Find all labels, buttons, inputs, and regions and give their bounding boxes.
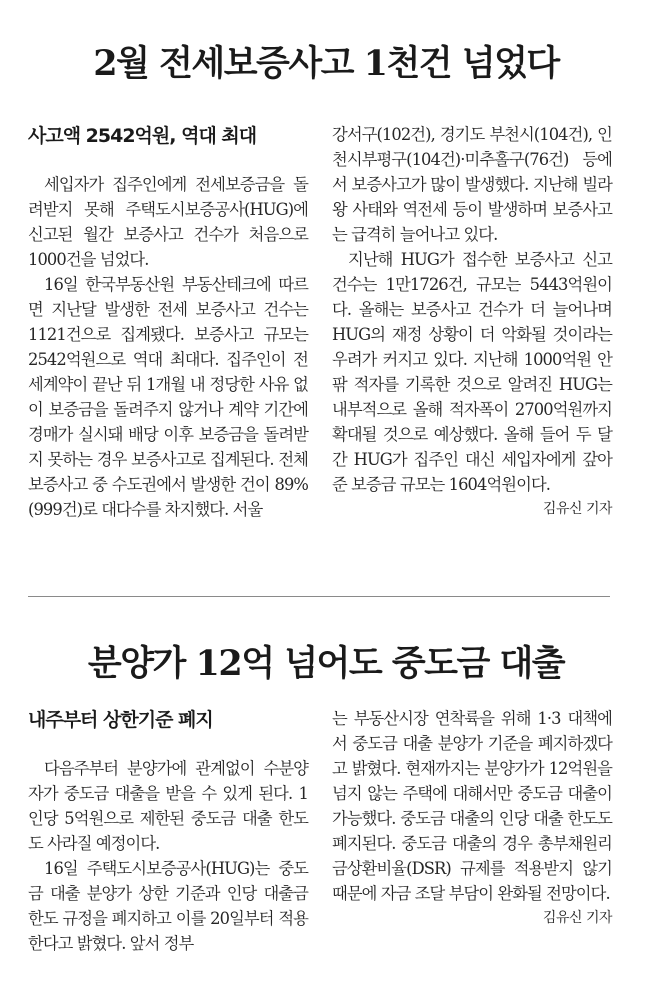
article-divider bbox=[28, 596, 610, 597]
article1-paragraph-3-text: 지난해 HUG가 접수한 보증사고 신고 건수는 1만1726건, 규모는 5443억원이다. 올해는 보증사고 건수가 더 늘어나며 HUG의 재정 상황이 더 악화될 것이라는 우려가 커지고 있다. 지난해 1000억원 안팎 적자를 기록한 것으로 알려진 HUG는 내부적으로 올해 적자폭이 2700억원까지 확대될 것으로 예상했다. 올해 들어 두 달간 HUG가 집주인 대신 세입자에게 갚아준 보증금 규모는 1604억원이다. bbox=[332, 250, 612, 494]
article2-byline: 김유신 기자 bbox=[542, 910, 612, 926]
article1-left-column bbox=[28, 122, 308, 522]
article1-subheadline: 사고액 2542억원, 역대 최대 bbox=[28, 125, 257, 147]
article1-paragraph-continuation: 강서구(102건), 경기도 부천시(104건), 인천시부평구(104건)·미추홀구(76건) 등에서 보증사고가 많이 발생했다. 지난해 빌라왕 사태와 역전세 등이 발생하며 보증사고는 급격히 늘어나고 있다. bbox=[332, 125, 612, 244]
article1-paragraph-2: 16일 한국부동산원 부동산테크에 따르면 지난달 발생한 전세 보증사고 건수는 1121건으로 집계됐다. 보증사고 규모는 2542억원으로 역대 최대다. 집주인이 전세계약이 끝난 뒤 1개월 내 정당한 사유 없이 보증금을 돌려주지 않거나 계약 기간에 경매가 실시돼 배당 이후 보증금을 돌려받지 못하는 경우 보증사고로 집계된다. 전체 보증사고 중 수도권에서 발생한 건이 89%(999건)로 대다수를 차지했다. 서울 bbox=[28, 275, 308, 519]
article2-right-column bbox=[332, 706, 612, 931]
article1-paragraph-1: 세입자가 집주인에게 전세보증금을 돌려받지 못해 주택도시보증공사(HUG)에 신고된 월간 보증사고 건수가 처음으로 1000건을 넘었다. bbox=[28, 175, 308, 269]
article2-subheadline: 내주부터 상한기준 폐지 bbox=[28, 709, 213, 731]
article1-right-column bbox=[332, 122, 612, 522]
article2-left-column bbox=[28, 706, 308, 956]
article1-headline: 2월 전세보증사고 1천건 넘었다 bbox=[93, 43, 559, 84]
article2-paragraph-continuation-text: 는 부동산시장 연착륙을 위해 1·3 대책에서 중도금 대출 분양가 기준을 폐지하겠다고 밝혔다. 현재까지는 분양가가 12억원을 넘지 않는 주택에 대해서만 중도금 대출이 가능했다. 중도금 대출의 인당 대출 한도도 폐지된다. 중도금 대출의 경우 총부채원리금상환비율(DSR) 규제를 적용받지 않기 때문에 자금 조달 부담이 완화될 전망이다. bbox=[332, 709, 612, 903]
article2-paragraph-2: 16일 주택도시보증공사(HUG)는 중도금 대출 분양가 상한 기준과 인당 대출금 한도 규정을 폐지하고 이를 20일부터 적용한다고 밝혔다. 앞서 정부 bbox=[28, 859, 308, 953]
article1-paragraph-3 bbox=[332, 247, 612, 517]
article1-byline: 김유신 기자 bbox=[542, 501, 612, 517]
article2-paragraph-continuation bbox=[332, 706, 612, 926]
article2-headline: 분양가 12억 넘어도 중도금 대출 bbox=[87, 643, 565, 684]
article2-paragraph-1: 다음주부터 분양가에 관계없이 수분양자가 중도금 대출을 받을 수 있게 된다. 1인당 5억원으로 제한된 중도금 대출 한도도 사라질 예정이다. bbox=[28, 759, 308, 853]
